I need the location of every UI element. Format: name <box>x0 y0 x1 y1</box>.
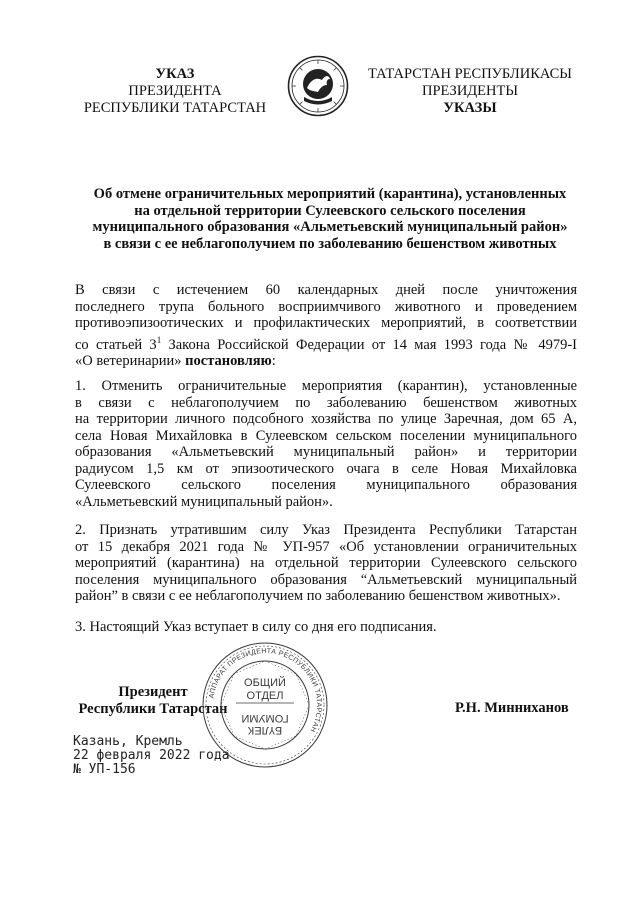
stamp-line: ОТДЕЛ <box>246 690 284 702</box>
item-3-paragraph <box>75 619 577 636</box>
stamp-line: БҮЛЕК <box>247 724 283 736</box>
preamble-line: противоэпизоотических и профилактических мероприятий, в соответствии <box>75 315 577 331</box>
item-line: 3. Настоящий Указ вступает в силу со дня его подписания. <box>75 619 437 635</box>
signatory-title-line1: Президент <box>118 684 188 700</box>
header-right-line3: УКАЗЫ <box>443 100 497 116</box>
item-1-paragraph <box>75 378 577 510</box>
item-line: в связи с неблагополучием по заболеванию бешенством животных <box>75 394 577 411</box>
item-line: радиусом 1,5 км от эпизоотического очага в селе Новая Михайловка <box>75 460 577 477</box>
item-line: на территории личного подсобного хозяйства по улице Заречная, дом 65 А, <box>75 411 577 427</box>
title-line: Об отмене ограничительных мероприятий (карантина), установленных <box>93 186 567 202</box>
header-left-line3: РЕСПУБЛИКИ ТАТАРСТАН <box>83 100 267 116</box>
item-line: образования «Альметьевский муниципальный район» и территории <box>75 444 577 460</box>
preamble-line: со статьей 3 <box>75 336 157 353</box>
meta-place: Казань, Кремль <box>73 734 183 749</box>
preamble-paragraph <box>75 282 577 369</box>
preamble-line: В связи с истечением 60 календарных дней после уничтожения <box>75 282 577 298</box>
header-right-line1: ТАТАРСТАН РЕСПУБЛИКАСЫ <box>368 66 572 82</box>
stamp-ring-text: АППАРАТ ПРЕЗИДЕНТА РЕСПУБЛИКИ ТАТАРСТАН <box>208 647 323 734</box>
item-line: от 15 декабря 2021 года № УП-957 «Об установлении ограничительных <box>75 538 577 555</box>
signatory-name: Р.Н. Минниханов <box>455 700 569 716</box>
stamp-line: ОБЩИЙ <box>244 677 286 689</box>
title-line: муниципального образования «Альметьевский муниципальный район» <box>92 219 568 235</box>
coat-of-arms-emblem-icon <box>287 55 349 117</box>
item-line: поселения муниципального образования “Альметьевский муниципальный <box>75 571 577 588</box>
decree-verb: постановляю <box>185 352 272 369</box>
item-line: 2. Признать утратившим силу Указ Президента Республики Татарстан <box>75 522 577 538</box>
item-line: мероприятий (карантина) на отдельной территории Сулеевского сельского <box>75 555 577 571</box>
meta-date: 22 февраля 2022 года <box>73 748 230 763</box>
header-left <box>55 66 295 117</box>
item-line: 1. Отменить ограничительные мероприятия (карантин), установленные <box>75 378 577 394</box>
signatory-title-line2: Республики Татарстан <box>78 700 228 717</box>
decree-title <box>60 186 600 252</box>
preamble-line: «О ветеринарии» <box>75 352 186 369</box>
colon: : <box>271 352 276 369</box>
stamp-line: ГОМУМИ <box>241 712 289 724</box>
superscript: 1 <box>156 334 162 345</box>
item-line: «Альметьевский муниципальный район». <box>75 493 333 510</box>
item-line: села Новая Михайловка в Сулеевском сельском поселении муниципального <box>75 427 577 444</box>
item-line: район” в связи с ее неблагополучием по заболеванию бешенством животных». <box>75 588 561 604</box>
header-left-line1: УКАЗ <box>155 66 195 82</box>
header-right-line2: ПРЕЗИДЕНТЫ <box>421 83 519 99</box>
header-left-line2: ПРЕЗИДЕНТА <box>128 83 222 99</box>
title-line: на отдельной территории Сулеевского сельского поселения <box>134 202 526 219</box>
item-2-paragraph <box>75 522 577 605</box>
title-line: в связи с ее неблагополучием по заболеванию бешенством животных <box>103 235 557 252</box>
header-right <box>350 66 590 117</box>
item-line: Сулеевского сельского поселения муниципального образования <box>75 477 577 493</box>
preamble-line: Закона Российской Федерации от 14 мая 1993 года № 4979-I <box>161 336 577 353</box>
decree-meta <box>73 735 230 777</box>
meta-number: № УП-156 <box>73 762 136 777</box>
preamble-line: последнего трупа больного восприимчивого животного и проведением <box>75 298 577 315</box>
